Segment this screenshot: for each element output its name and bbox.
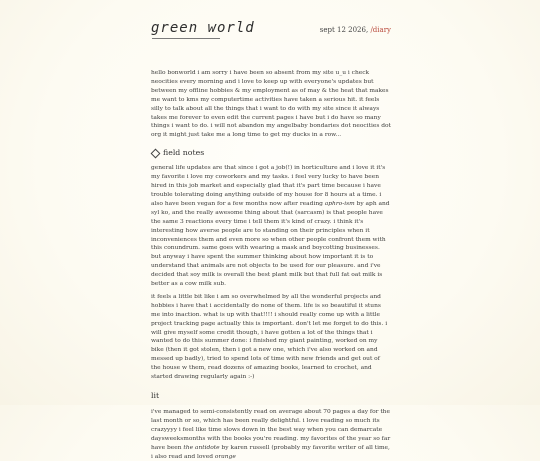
lit-paragraph: [151, 408, 391, 461]
field-notes-p1-text-a: general life updates are that since i got a job(!) in horticulture and i love it it's my favorite i love my coworkers and my tasks. i feel very lucky to have been hired in this job market and especially glad that it's part time because i have trouble tolerating doing anything outside of my house for 8 hours at a time. i also have been vegan for a few months now after reading: [151, 165, 386, 207]
lit-heading: [151, 390, 391, 402]
post-page: [151, 20, 391, 461]
intro-paragraph: hello bonworld i am sorry i have been so absent from my site u_u i check neocities every morning and i love to keep up with everyone's updates but between my offline hobbies & my employment as of may & the heat that makes me want to kms my computertime activities have taken a serious hit. it feels silly to talk about all the things that i want to do with my site since it always takes me forever to even edit the current pages i have but i do have so many things i want to do. i will not abandon my angelbaby bondaries dot neocities dot org it might just take me a long time to get my ducks in a row...: [151, 70, 391, 139]
field-notes-paragraph-2: it feels a little bit like i am so overwhelmed by all the wonderful projects and hobbies i have that i accidentally do none of them. life is so beautiful it stuns me into inaction. what is up with that!!!! i should really come up with a little project tracking page actually this is important. don't let me forget to do this. i will give myself some credit though, i have gotten a lot of the things that i wanted to do this summer done: i finished my giant painting, worked on my bike (then it got stolen, then i got a new one, which i've also worked on and messed up badly), tried to spend lots of time with new friends and get out of the house w them, read dozens of amazing books, learned to crochet, and started drawing regularly again :-): [151, 293, 388, 381]
diamond-icon: [151, 148, 161, 158]
post-date: sept 12 2026,: [319, 26, 369, 34]
field-notes-p1-text-b: by aph and syl ko, and the really awesome thing about that (sarcasm) is that people have the same 3 reactions every time i tell them it's kind of crazy. i think it's interesting how averse people are to standing on their principles when it inconveniences them and even more so when other people confront them with this conundrum. same goes with wearing a mask and boycotting businesses. but anyway i have spent the summer thinking about how important it is to understand that animals are not objects to be used for our pleasure. and i've decided that soy milk is overall the best plant milk but that full fat oat milk is better as a cow milk sub.: [151, 200, 390, 288]
field-notes-paragraph-1: [151, 164, 391, 289]
post-meta: [320, 26, 391, 34]
title-underline: [152, 38, 220, 39]
post-tag-link[interactable]: /diary: [370, 26, 391, 34]
lit-heading-label: lit: [151, 391, 160, 400]
field-notes-heading: [151, 147, 391, 159]
site-title[interactable]: green world: [151, 20, 255, 36]
book-title-orange: orange: [214, 453, 236, 460]
lit-text-a: i've managed to semi-consistently read on average about 70 pages a day for the last month or so, which has been really delightful. i love reading so much its crazyyyy i feel like time slows down in the best way when you can demarcate daysweeksmonths with the books you're reading. my favorites of the year so far have been: [151, 409, 391, 451]
book-title-the-antidote: the antidote: [183, 444, 220, 451]
field-notes-heading-label: field notes: [163, 148, 205, 158]
header: [151, 20, 391, 44]
book-title-aphro-ism: aphro-ism: [324, 200, 355, 207]
lit-text-b: by karen russell (probably my favorite writer of all time, i also read and loved: [151, 444, 390, 460]
